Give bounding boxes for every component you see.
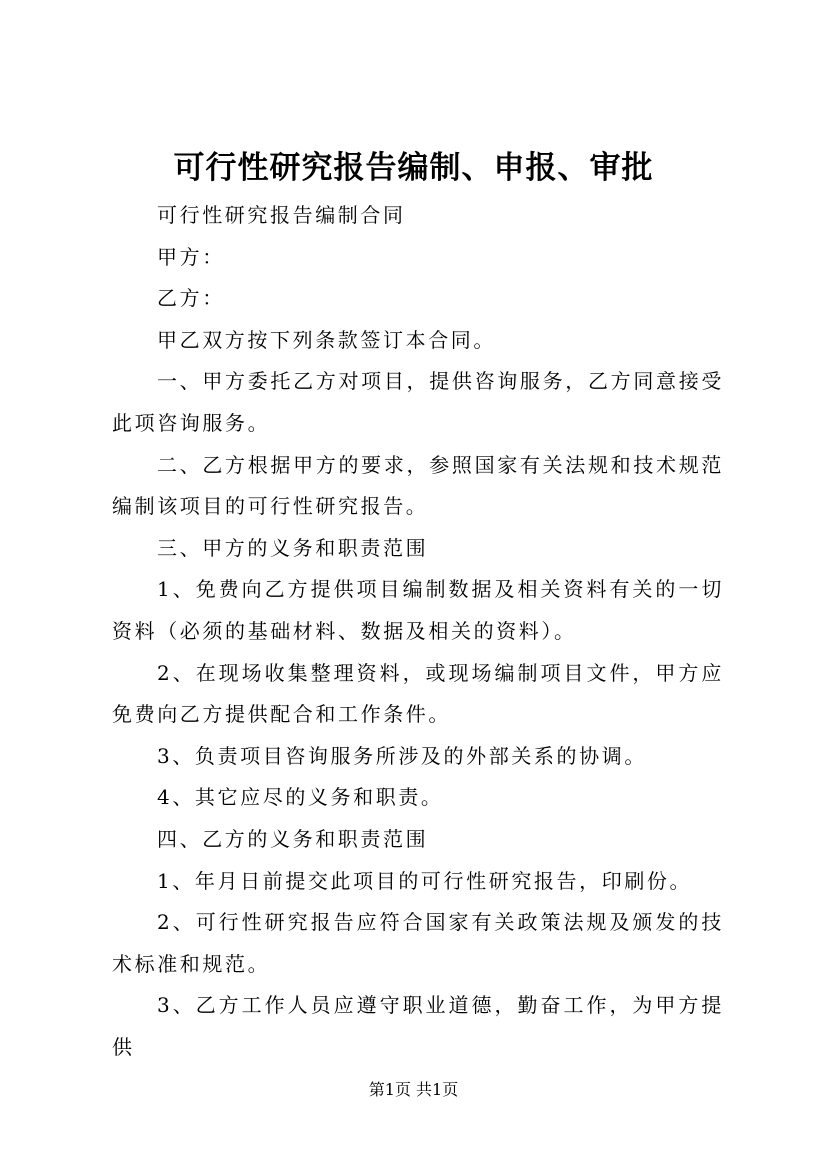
paragraph-item: 1、年月日前提交此项目的可行性研究报告，印刷份。 [157,868,693,893]
paragraph-party-a: 甲方： [157,244,225,269]
page-number-footer: 第1页 共1页 [368,1080,459,1099]
paragraph-item: 3、负责项目咨询服务所涉及的外部关系的协调。 [157,743,647,768]
paragraph-contract-heading: 可行性研究报告编制合同 [157,203,406,227]
paragraph-item: 2、在现场收集整理资料，或现场编制项目文件，甲方应免费向乙方提供配合和工作条件。 [112,660,724,727]
paragraph-clause-1: 一、甲方委托乙方对项目，提供咨询服务，乙方同意接受此项咨询服务。 [112,369,724,435]
paragraph-item: 2、可行性研究报告应符合国家有关政策法规及颁发的技术标准和规范。 [112,910,724,976]
document-body [112,195,724,1068]
paragraph-section-4-heading: 四、乙方的义务和职责范围 [157,826,429,851]
paragraph-item: 4、其它应尽的义务和职责。 [157,785,444,810]
paragraph-clause-2: 二、乙方根据甲方的要求，参照国家有关法规和技术规范编制该项目的可行性研究报告。 [112,452,724,519]
paragraph-item: 1、免费向乙方提供项目编制数据及相关资料有关的一切资料（必须的基础材料、数据及相关的资料）。 [112,577,724,643]
document-title: 可行性研究报告编制、申报、审批 [173,150,654,186]
paragraph-intro: 甲乙双方按下列条款签订本合同。 [157,327,496,352]
paragraph-item: 3、乙方工作人员应遵守职业道德，勤奋工作，为甲方提供 [112,993,724,1059]
paragraph-section-3-heading: 三、甲方的义务和职责范围 [157,535,429,560]
paragraph-party-b: 乙方： [157,286,225,311]
